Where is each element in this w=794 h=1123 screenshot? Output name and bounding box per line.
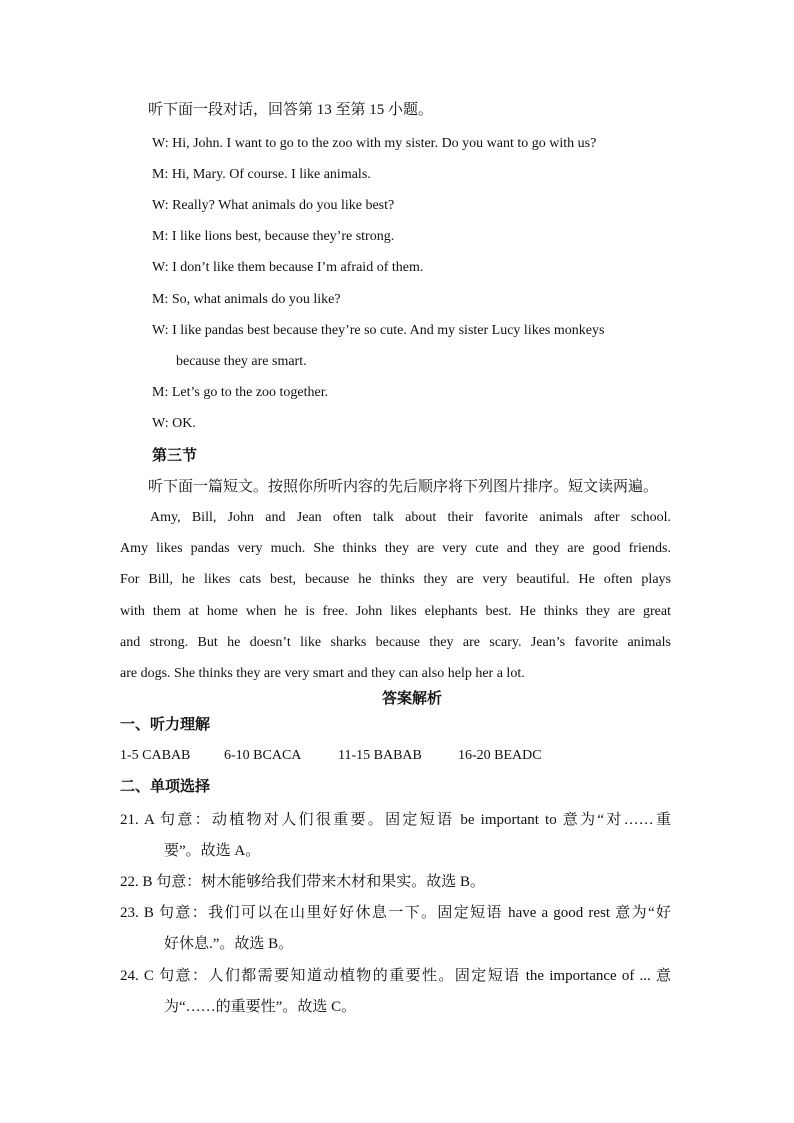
explanation-line: 好休息.”。故选 B。 <box>164 936 294 952</box>
explanation-line: 22. B 句意：树木能够给我们带来木材和果实。故选 B。 <box>120 874 486 890</box>
passage-line: Amy likes pandas very much. She thinks they are very cute and they are good friends. <box>120 541 671 556</box>
dialogue-line: M: Hi, Mary. Of course. I like animals. <box>152 167 371 182</box>
explanation-line: 23. B 句意：我们可以在山里好好休息一下。固定短语 have a good rest 意为“好 <box>120 905 671 921</box>
dialogue-line: M: Let’s go to the zoo together. <box>152 385 329 400</box>
dialogue-line: M: I like lions best, because they’re strong. <box>152 229 395 244</box>
section3-instruction: 听下面一篇短文。按照你所听内容的先后顺序将下列图片排序。短文读两遍。 <box>148 479 659 495</box>
passage-line: For Bill, he likes cats best, because he thinks they are very beautiful. He often plays <box>120 572 671 587</box>
explanation-line: 为“……的重要性”。故选 C。 <box>164 999 357 1015</box>
answer-title: 答案解析 <box>381 691 442 707</box>
dialogue-line: W: Really? What animals do you like best? <box>152 198 395 213</box>
dialogue-line: W: OK. <box>152 416 196 431</box>
dialogue-line: M: So, what animals do you like? <box>152 292 341 307</box>
passage-line: Amy, Bill, John and Jean often talk about their favorite animals after school. <box>150 510 671 525</box>
dialogue-line: W: I don’t like them because I’m afraid of them. <box>152 260 424 275</box>
dialogue-line: W: Hi, John. I want to go to the zoo with my sister. Do you want to go with us? <box>152 136 597 151</box>
answer-group: 16-20 BEADC <box>458 748 542 763</box>
dialogue-intro: 听下面一段对话，回答第 13 至第 15 小题。 <box>148 102 434 118</box>
section3-title: 第三节 <box>152 448 198 464</box>
passage-line: and strong. But he doesn’t like sharks because they are scary. Jean’s favorite animals <box>120 635 671 650</box>
part2-title: 二、单项选择 <box>120 779 211 795</box>
dialogue-line: W: I like pandas best because they’re so cute. And my sister Lucy likes monkeys <box>152 323 605 338</box>
part1-title: 一、听力理解 <box>120 717 211 733</box>
answer-group: 1-5 CABAB <box>120 748 191 763</box>
explanation-line: 21. A 句意：动植物对人们很重要。固定短语 be important to 意为“对……重 <box>120 812 671 828</box>
answer-group: 11-15 BABAB <box>338 748 422 763</box>
passage-line: are dogs. She thinks they are very smart and they can also help her a lot. <box>120 666 525 681</box>
answer-group: 6-10 BCACA <box>224 748 302 763</box>
passage-line: with them at home when he is free. John likes elephants best. He thinks they are great <box>120 604 671 619</box>
dialogue-line: because they are smart. <box>176 354 307 369</box>
explanation-line: 要”。故选 A。 <box>164 843 261 859</box>
explanation-line: 24. C 句意：人们都需要知道动植物的重要性。固定短语 the importance of ... 意 <box>120 968 671 984</box>
